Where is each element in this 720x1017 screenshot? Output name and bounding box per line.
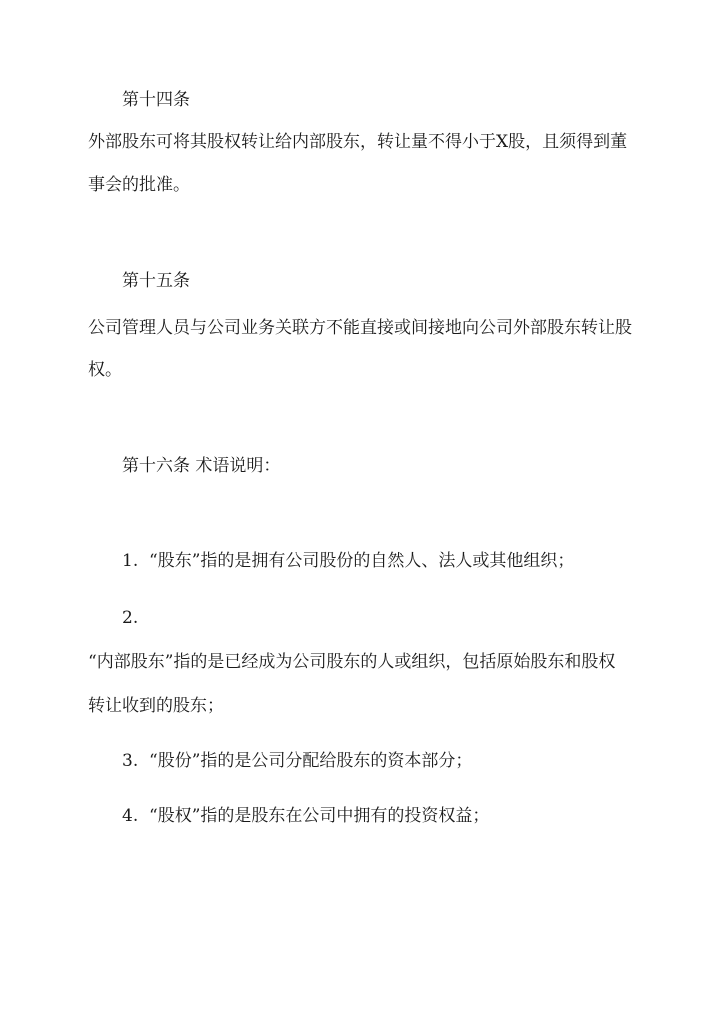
definition-item-3 [122,753,472,770]
article-14-body-line-2: 事会的批准。 [88,175,190,195]
definition-item-1 [122,553,574,570]
definition-item-2-line-1: “内部股东”指的是已经成为公司股东的人或组织，包括原始股东和股权 [88,652,616,672]
article-16-heading: 第十六条 术语说明： [122,456,281,476]
article-14-body-line-1: 外部股东可将其股权转让给内部股东，转让量不得小于X股，且须得到董 [88,132,628,152]
article-14-heading: 第十四条 [122,90,190,110]
article-15-body-line-2: 权。 [88,360,122,380]
definition-text: “股东”指的是拥有公司股份的自然人、法人或其他组织； [149,551,575,571]
definition-item-2-number: 2. [122,608,139,628]
definition-item-4 [122,808,489,825]
article-15-heading: 第十五条 [122,271,190,291]
definition-text: “股权”指的是股东在公司中拥有的投资权益； [149,806,490,826]
definition-text: “股份”指的是公司分配给股东的资本部分； [149,751,473,771]
definition-number: 4. [122,806,139,826]
article-15-body-line-1: 公司管理人员与公司业务关联方不能直接或间接地向公司外部股东转让股 [88,318,632,338]
definition-number: 3. [122,751,139,771]
definition-item-2-line-2: 转让收到的股东； [88,696,224,716]
definition-number: 1. [122,551,139,571]
